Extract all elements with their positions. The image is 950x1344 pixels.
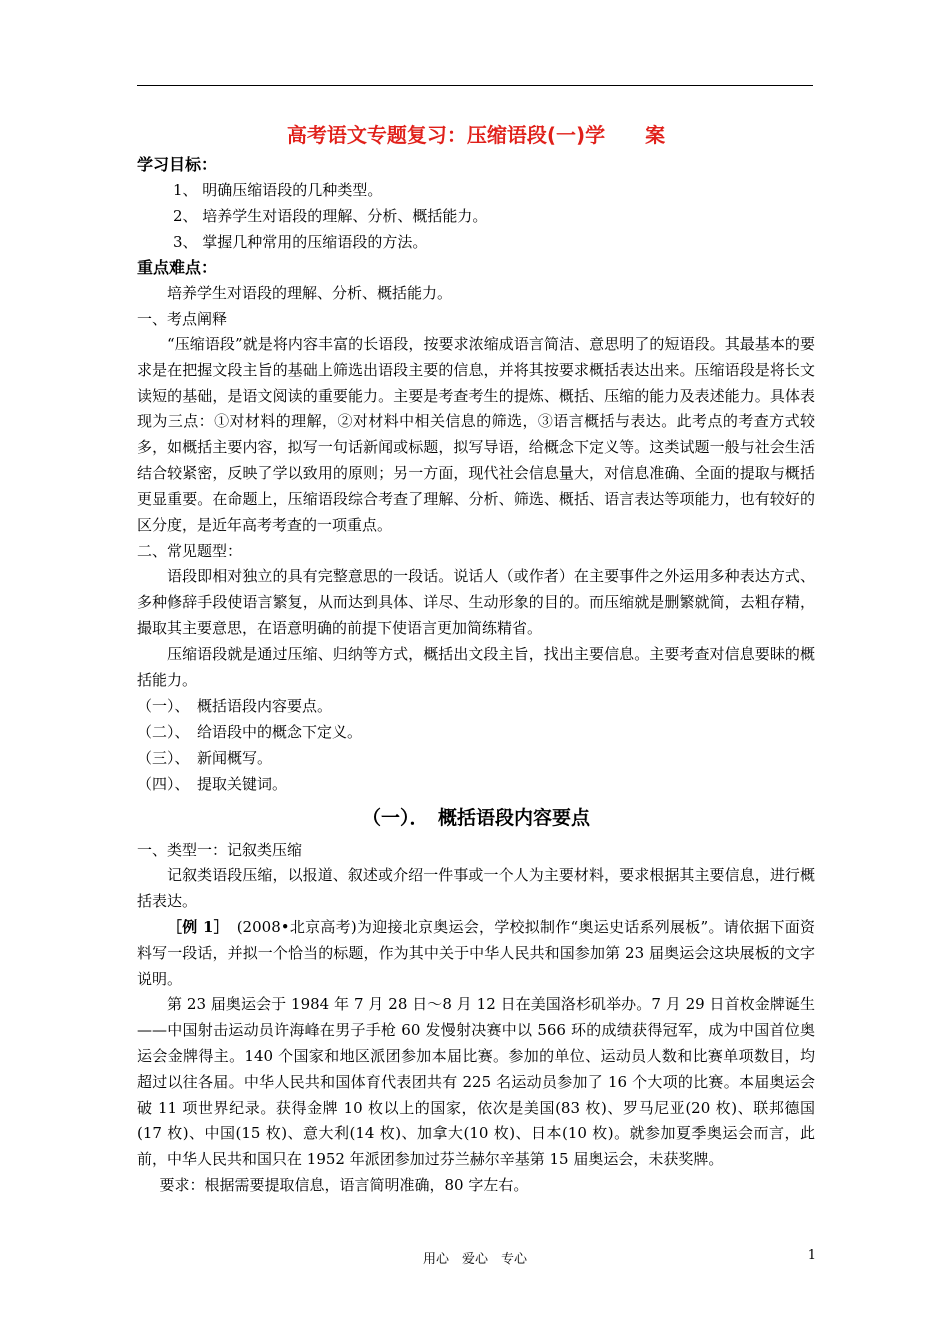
section-heading: 一、考点阐释 — [137, 310, 228, 328]
document-page — [137, 118, 815, 1199]
type-item: （三）、 新闻概写。 — [137, 749, 273, 768]
objective-item: 3、 掌握几种常用的压缩语段的方法。 — [173, 233, 428, 251]
section-paragraph: 压缩语段就是通过压缩、归纳等方式，概括出文段主旨，找出主要信息。主要考查对信息要眛的概括能力。 — [137, 644, 815, 689]
type1-paragraph: 记叙类语段压缩，以报道、叙述或介绍一件事或一个人为主要材料，要求根据其主要信息，进行概括表达。 — [137, 866, 815, 911]
section-heading: 二、常见题型： — [137, 542, 243, 561]
example-tag: ［例 1］ — [167, 917, 222, 936]
objective-item: 2、 培养学生对语段的理解、分析、概括能力。 — [173, 207, 488, 225]
header-rule — [137, 85, 813, 86]
type1-heading: 一、类型一：记叙类压缩 — [137, 841, 303, 860]
example-text: (2008•北京高考)为迎接北京奥运会，学校拟制作“奥运史话系列展板”。请依据下面资料写一段话，并拟一个恰当的标题，作为其中关于中华人民共和国参加第 23 届奥运会这块展板的文字说明。 — [137, 917, 815, 988]
page-title: 高考语文专题复习：压缩语段(一)学 案 — [286, 123, 666, 147]
subsection-title: （一）． 概括语段内容要点 — [361, 807, 590, 830]
example-paragraph — [137, 915, 815, 992]
section-paragraph: 语段即相对独立的具有完整意思的一段话。说话人（或作者）在主要事件之外运用多种表达方式、多种修辞手段使语言繁复，从而达到具体、详尽、生动形象的目的。而压缩就是删繁就简，去粗存精，撮取其主要意思，在语意明确的前提下使语言更加简练精省。 — [137, 567, 815, 637]
type-item: （四）、 提取关键词。 — [137, 775, 288, 794]
footer-motto: 用心 爱心 专心 — [422, 1252, 527, 1267]
type-item: （二）、 给语段中的概念下定义。 — [137, 723, 363, 742]
type-item: （一）、 概括语段内容要点。 — [137, 697, 333, 716]
section-paragraph: “压缩语段”就是将内容丰富的长语段，按要求浓缩成语言简洁、意思明了的短语段。其最基本的要求是在把握文段主旨的基础上筛选出语段主要的信息，并将其按要求概括表达出来。压缩语段是将长文读短的基础，是语文阅读的重要能力。主要是考查考生的提炼、概括、压缩的能力及表述能力。具体表现为三点：①对材料的理解，②对材料中相关信息的筛选，③语言概括与表达。此考点的考查方式较多，如概括主要内容，拟写一句话新闻或标题，拟写导语，给概念下定义等。这类试题一般与社会生活结合较紧密，反映了学以致用的原则；另一方面，现代社会信息量大，对信息准确、全面的提取与概括更显重要。在命题上，压缩语段综合考查了理解、分析、筛选、概括、语言表达等项能力，也有较好的区分度，是近年高考考查的一项重点。 — [137, 335, 815, 534]
objectives-heading: 学习目标： — [137, 155, 218, 174]
objective-item: 1、 明确压缩语段的几种类型。 — [173, 181, 383, 199]
requirement-text: 要求：根据需要提取信息，语言简明准确，80 字左右。 — [159, 1175, 529, 1194]
key-heading: 重点难点： — [137, 258, 218, 277]
example-material: 第 23 届奥运会于 1984 年 7 月 28 日～8 月 12 日在美国洛杉矶举办。7 月 29 日首枚金牌诞生——中国射击运动员许海峰在男子手枪 60 发慢射决赛中以 566 环的成绩获得冠军，成为中国首位奥运会金牌得主。140 个国家和地区派团参加本届比赛。参加的单位、运动员人数和比赛单项数目，均超过以往各届。中华人民共和国体育代表团共有 225 名运动员参加了 16 个大项的比赛。本届奥运会破 11 项世界纪录。获得金牌 10 枚以上的国家，依次是美国(83 枚)、罗马尼亚(20 枚)、联邦德国(17 枚)、中国(15 枚)、意大利(14 枚)、加拿大(10 枚)、日本(10 枚)。就参加夏季奥运会而言，此前，中华人民共和国只在 1952 年派团参加过芬兰赫尔辛基第 15 届奥运会，未获奖牌。 — [137, 995, 815, 1169]
page-number: 1 — [807, 1248, 816, 1263]
key-text: 培养学生对语段的理解、分析、概括能力。 — [167, 284, 453, 302]
